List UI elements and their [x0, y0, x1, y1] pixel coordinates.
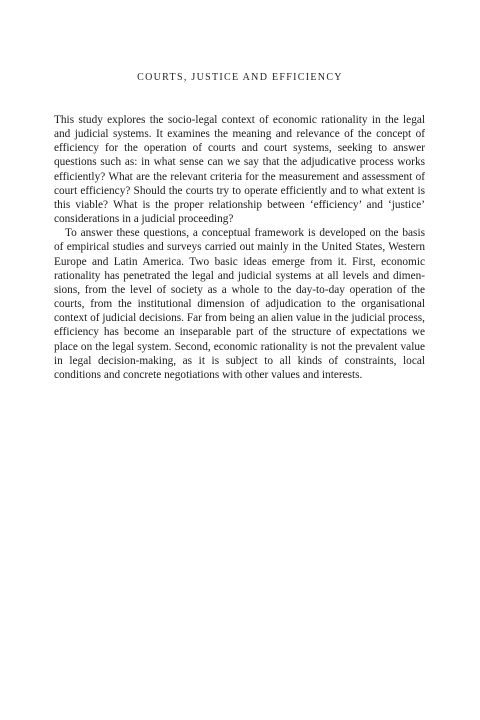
- abstract-text: [54, 113, 425, 382]
- abstract-paragraph-2: To answer these questions, a conceptual framework is developed on the basis of empirical studies and surveys carried out mainly in the United States, Western Europe and Latin America. Two basic ideas emerge from it. First, economic rationality has penetrated the legal and judicial systems at all levels and dimensions, from the level of society as a whole to the day-to-day operation of the courts, from the institutional dimension of adjudication to the organisational context of judicial decisions. Far from being an alien value in the judicial process, efficiency has become an inseparable part of the structure of expectations we place on the legal system. Second, economic rationality is not the prevalent value in legal decision-making, as it is subject to all kinds of constraints, local conditions and concrete negotiations with other values and interests.: [54, 227, 425, 381]
- abstract-paragraph-1: This study explores the socio-legal context of economic rationality in the legal and judicial systems. It examines the meaning and relevance of the concept of efficiency for the operation of courts and court systems, seeking to answer questions such as: in what sense can we say that the adjudicative process works efficiently? What are the relevant criteria for the measurement and assessment of court efficiency? Should the courts try to operate efficiently and to what extent is this viable? What is the proper relationship between ‘efficiency’ and ‘justice’ considerations in a judicial proceeding?: [54, 114, 425, 226]
- running-title: COURTS, JUSTICE AND EFFICIENCY: [137, 72, 343, 83]
